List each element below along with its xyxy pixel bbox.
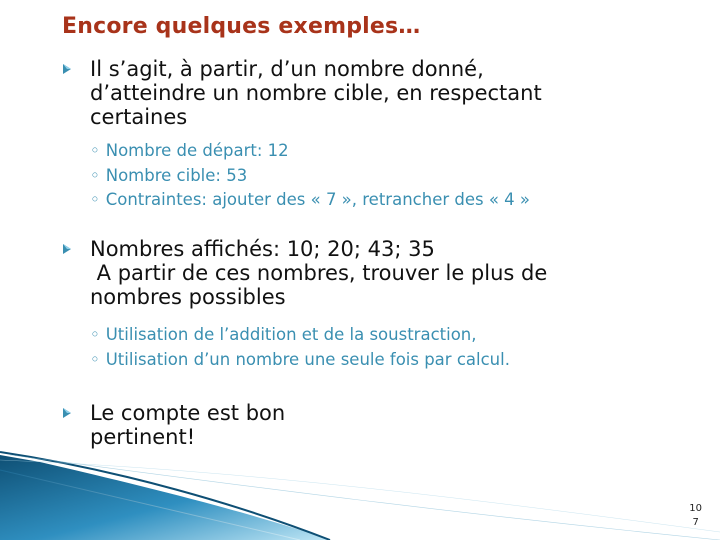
- bullet-line: Nombres affichés: 10; 20; 43; 35: [90, 237, 435, 261]
- circle-bullet-icon: ◦: [90, 325, 100, 344]
- slide-title: Encore quelques exemples…: [62, 14, 421, 39]
- sub-item-text: Nombre de départ: 12: [105, 141, 289, 160]
- sub-item-text: Utilisation d’un nombre une seule fois par calcul.: [105, 349, 510, 369]
- slide-number-line: 10: [689, 503, 702, 514]
- sub-item-text: Contraintes: ajouter des « 7 », retrancher des « 4 »: [105, 190, 531, 209]
- circle-bullet-icon: ◦: [90, 165, 100, 185]
- circle-bullet-icon: ◦: [90, 190, 100, 209]
- sub-item: [90, 323, 682, 348]
- bullet-line: Il s’agit, à partir, d’un nombre donné,: [90, 57, 484, 81]
- bullet-marker-icon: [62, 63, 72, 75]
- bullet-marker-icon: [62, 407, 72, 419]
- bullet-line: A partir de ces nombres, trouver le plus de: [90, 261, 548, 285]
- bullet-text: [90, 57, 682, 129]
- sub-item: [90, 139, 682, 164]
- bullet-marker-icon: [62, 243, 72, 255]
- bullet-text: [90, 237, 682, 309]
- bullet-item-2: [62, 237, 682, 372]
- sub-item-text: Utilisation de l’addition et de la soustraction,: [105, 325, 477, 344]
- circle-bullet-icon: ◦: [90, 349, 100, 369]
- slide-number: [689, 502, 702, 530]
- bullet-line: certaines: [90, 105, 188, 129]
- sub-item: [90, 348, 682, 373]
- bullet-item-1: [62, 57, 682, 213]
- bullet-line: nombres possibles: [90, 285, 286, 309]
- bullet-text: [90, 401, 682, 449]
- sub-list: [90, 323, 682, 372]
- bullet-line: Le compte est bon: [90, 401, 286, 425]
- slide-number-line: 7: [692, 517, 699, 528]
- circle-bullet-icon: ◦: [90, 141, 100, 160]
- sub-list: [90, 139, 682, 213]
- sub-item-text: Nombre cible: 53: [105, 165, 248, 185]
- bullet-item-3: [62, 401, 682, 449]
- bullet-line: pertinent!: [90, 425, 196, 449]
- sub-item: [90, 164, 682, 189]
- sub-item: [90, 188, 682, 213]
- bullet-line: d’atteindre un nombre cible, en respectant: [90, 81, 542, 105]
